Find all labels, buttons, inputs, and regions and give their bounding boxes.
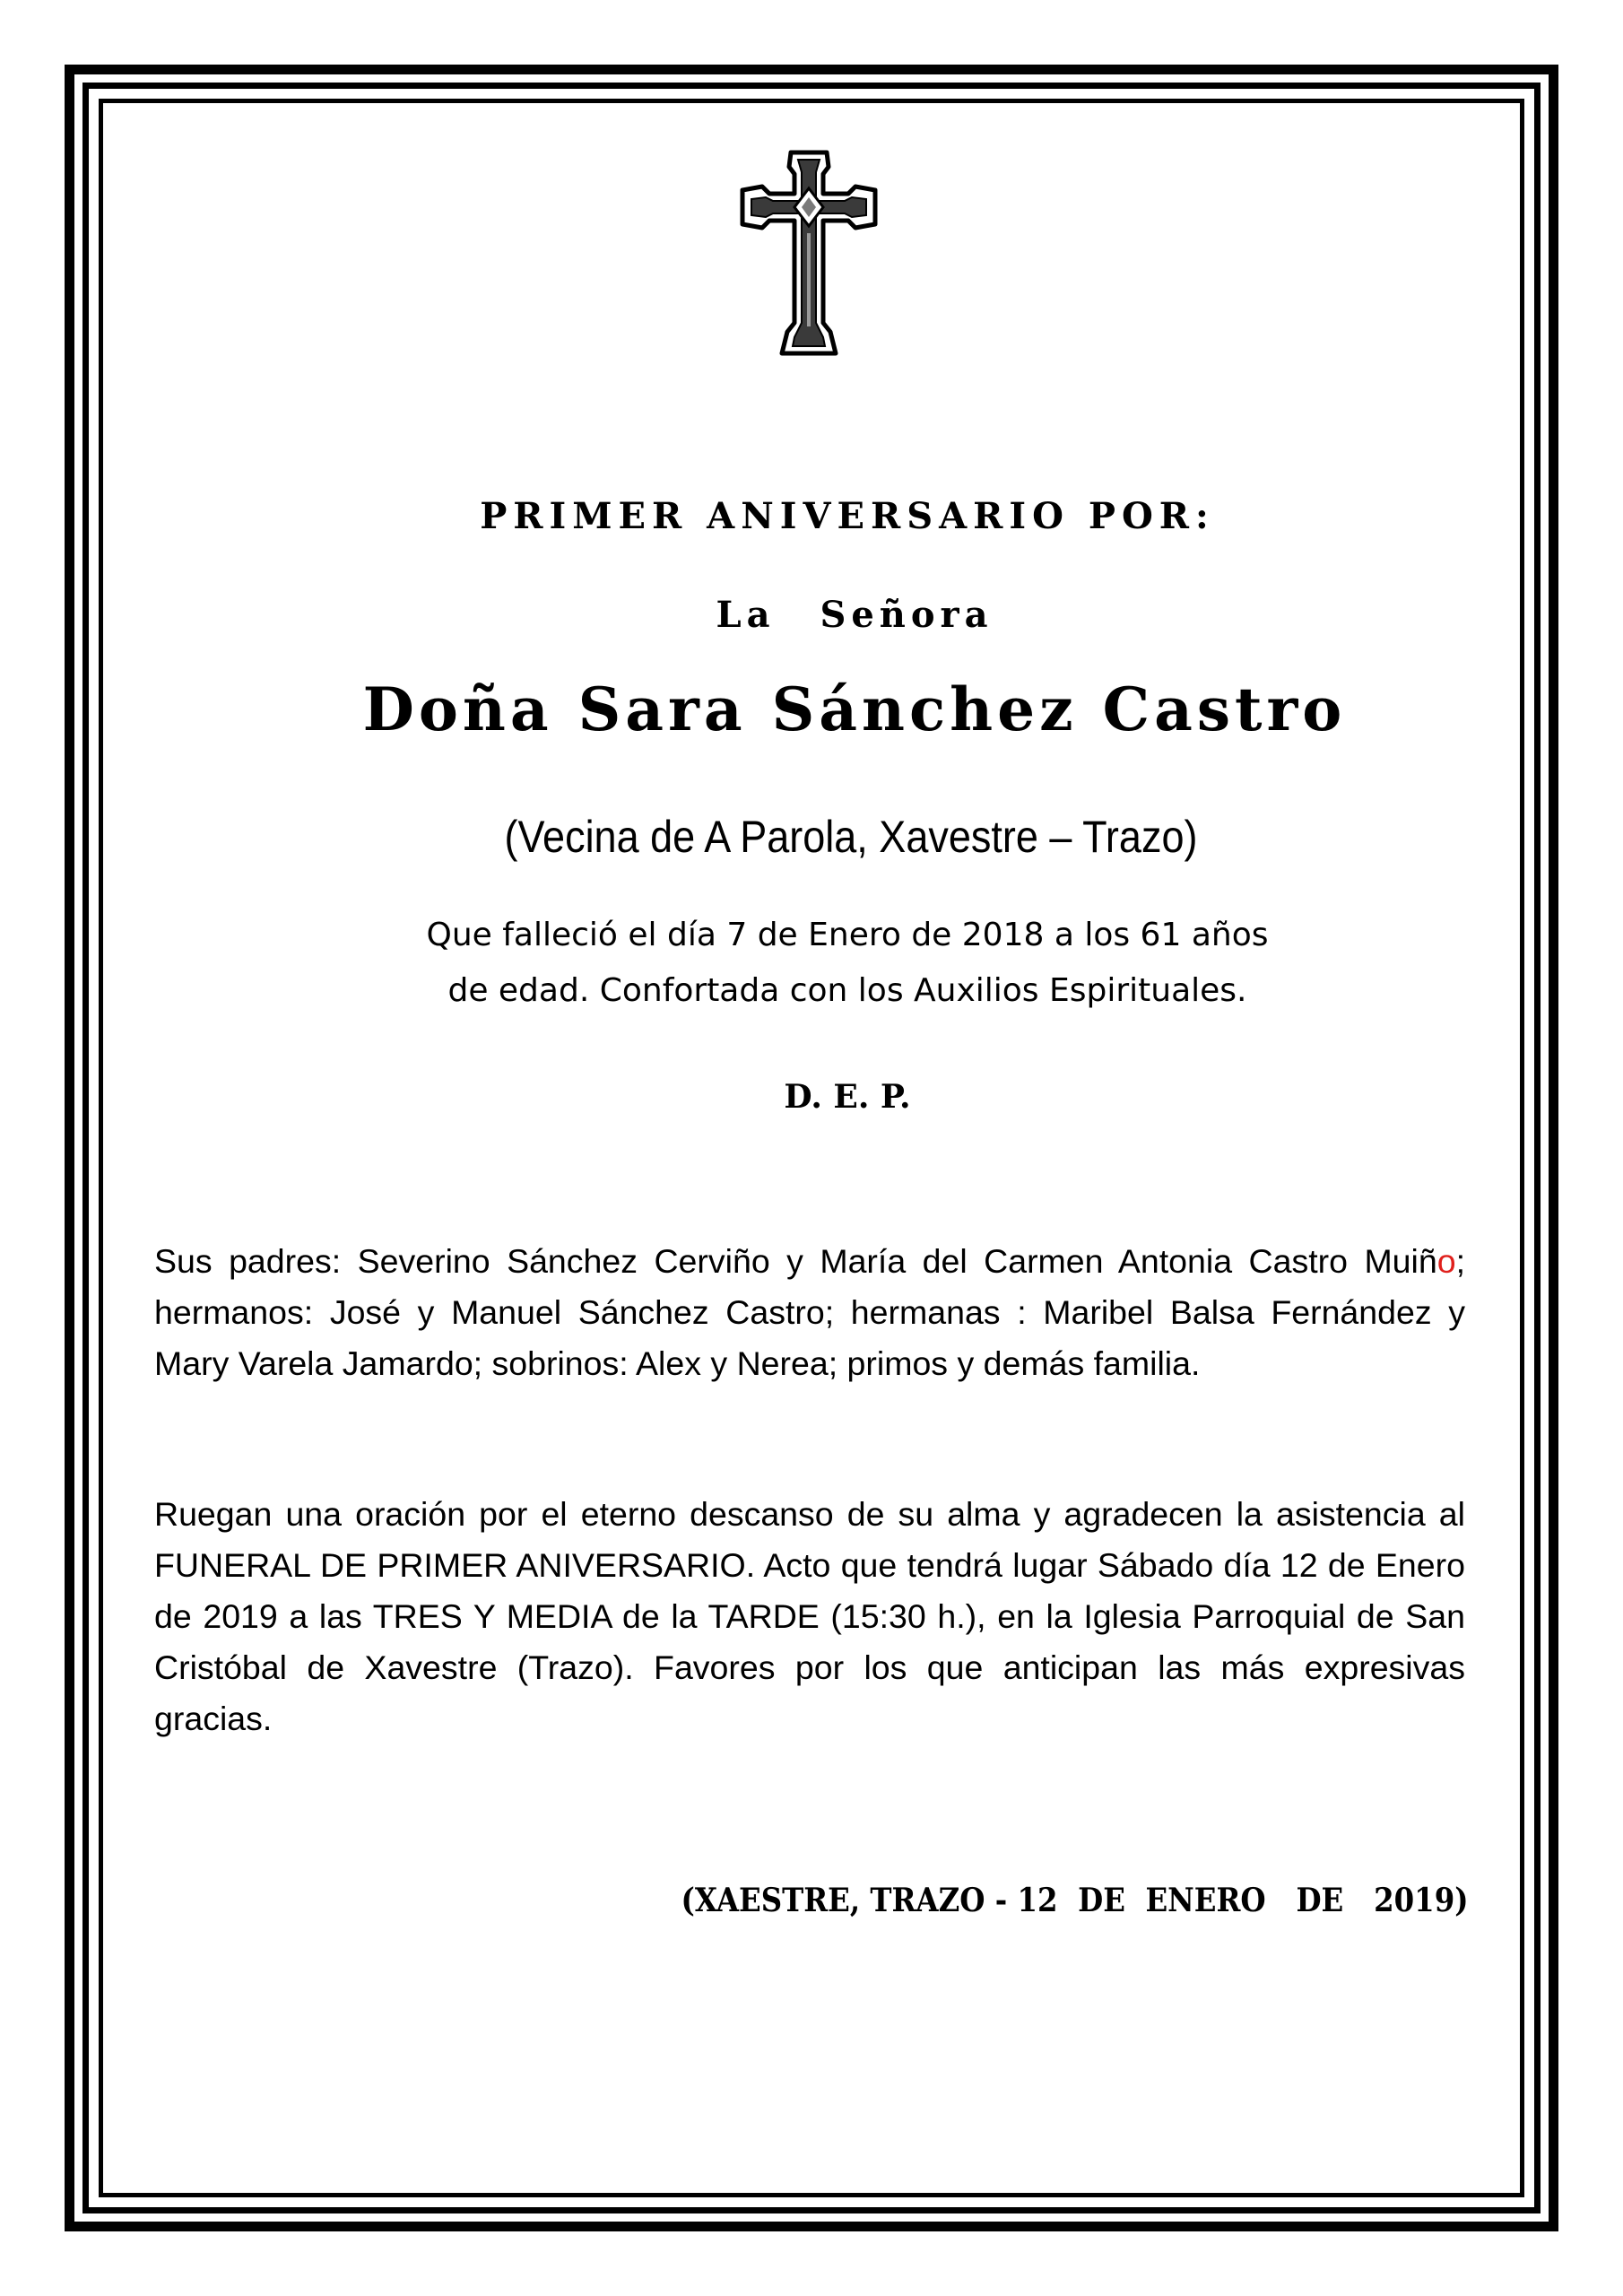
family-text-start: Sus padres: Severino Sánchez Cerviño y María del Carmen Antonia Castro Muiñ <box>154 1242 1437 1280</box>
family-paragraph <box>154 1236 1465 1389</box>
residence-line: (Vecina de A Parola, Xavestre – Trazo) <box>504 812 1198 862</box>
latin-cross-icon <box>737 147 881 362</box>
family-highlighted-letter: o <box>1436 1242 1456 1280</box>
death-notice-line-2: de edad. Confortada con los Auxilios Espirituales. <box>447 972 1247 1009</box>
death-notice <box>36 908 1623 1019</box>
deceased-name: Doña Sara Sánchez Castro <box>362 674 1347 744</box>
honorific: La Señora <box>716 594 994 636</box>
funeral-request-paragraph: Ruegan una oración por el eterno descanso de su alma y agradecen la asistencia al FUNERAL DE PRIMER ANIVERSARIO. Acto que tendrá lugar Sábado día 12 de Enero de 2019 a las TRES Y MEDIA de la TARDE (15:30 h.), en la Iglesia Parroquial de San Cristóbal de Xavestre (Trazo). Favores por los que anticipan las más expresivas gracias. <box>154 1495 1465 1737</box>
rip-abbreviation: D. E. P. <box>784 1078 911 1116</box>
death-notice-line-1: Que falleció el día 7 de Enero de 2018 a los 61 años <box>426 917 1269 953</box>
place-date-footer: (XAESTRE, TRAZO - 12 DE ENERO DE 2019) <box>681 1882 1469 1919</box>
family-text-end: ; hermanos: José y Manuel Sánchez Castro; hermanas : Maribel Balsa Fernández y Mary Varela Jamardo; sobrinos: Alex y Nerea; primos y demás familia. <box>154 1242 1465 1382</box>
heading-title: PRIMER ANIVERSARIO POR: <box>480 495 1215 537</box>
